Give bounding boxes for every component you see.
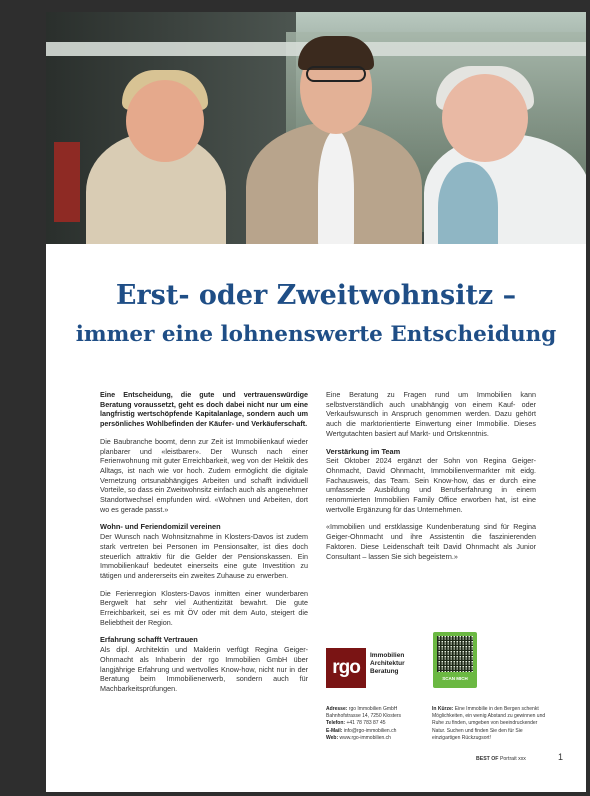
paragraph: Als dipl. Architektin und Maklerin verfügt Regina Geiger-Ohnmacht als Inhaberin der rgo Immobilien GmbH über langjährige Erfahrung und wertvolles Know-how, nicht nur in der Beratung beim Immobilienerwerb, sondern auch für Machbarkeitsprüfungen. [100,645,308,693]
footer-section: Portrait xxx [499,756,526,762]
article-left-column [100,390,308,702]
logo-line: Architektur [370,660,405,667]
rgo-logo: rgo [326,648,366,688]
address-street: Bahnhofstrasse 14, 7250 Klosters [326,713,402,720]
subheading: Verstärkung im Team [326,446,401,456]
quote-paragraph: «Immobilien und erstklassige Kundenberatung sind für Regina Geiger-Ohnmacht und ihre Assistentin die faszinierenden Faktoren. Diese Leidenschaft teilt David Ohnmacht als Junior Consultant – lassen Sie sich begeistern.» [326,522,536,561]
contact-block [326,706,446,742]
logo-line: Beratung [370,668,399,675]
person-right-face [442,74,528,162]
person-right-scarf [438,162,498,244]
email-link[interactable]: info@rgo-immobilien.ch [343,727,397,734]
person-center-shirt [318,130,354,244]
in-brief-box [432,706,550,742]
qr-code[interactable] [433,632,477,688]
email-label: E-Mail: [326,727,343,734]
address-value: rgo Immobilien GmbH [348,706,398,712]
paragraph: Seit Oktober 2024 ergänzt der Sohn von Regina Geiger-Ohnmacht, David Ohnmacht, Immobilienvermarkter mit eidg. Fachausweis, das Team. Sein Know-how, das er durch eine umfassende Ausbildung und Berufserfahrung in einem renommierten Immobilien Family Office erworben hat, ist eine wertvolle Ergänzung für das Unternehmen. [326,456,536,514]
qr-code-icon [437,636,473,672]
article-right-column [326,390,536,569]
lead-paragraph: Eine Entscheidung, die gute und vertrauenswürdige Beratung voraussetzt, geht es doch dabei nicht nur um eine langfristig wertschöpfende Kapitalanlage, sondern auch um persönliches Wohlbefinden der Käufer- und Verkäuferschaft. [100,390,308,429]
headline-line2: immer eine lohnenswerte Entscheidung [75,322,557,347]
photo-sign [54,142,80,222]
web-link[interactable]: www.rgo-immobilien.ch [339,734,391,741]
phone-label: Telefon: [326,720,346,727]
person-center-hair [298,36,374,70]
headline-line1: Erst- oder Zweitwohnsitz – [115,280,517,311]
page-number: 1 [558,752,564,762]
subheading: Wohn- und Feriendomizil vereinen [100,522,221,532]
magazine-page [46,12,586,792]
person-left-face [126,80,204,162]
address-label: Adresse: [326,706,348,712]
qr-label: SCAN MICH [442,676,468,681]
in-brief-text: Eine Immobilie in den Bergen schenkt Möglichkeiten, ein wenig Abstand zu gewinnen und Ruhe zu finden, umgeben von beeindruckender Natur. Suchen und finden Sie den für Sie einzigartigen Rückzugsort! [432,706,546,741]
person-center-glasses [306,66,366,82]
logo-line: Immobilien [370,652,405,659]
team-photo [46,12,586,244]
footer-brand: BEST OF [476,756,499,762]
paragraph: Die Ferienregion Klosters-Davos inmitten einer wunderbaren Bergwelt hat sehr viel Authentizität bewahrt. Die gute Erreichbarkeit, sei es mit ÖV oder mit dem Auto, steigert die Beliebtheit der Region. [100,588,308,627]
web-label: Web: [326,734,339,741]
page-footer [476,756,526,762]
logo-tagline [370,652,430,676]
phone-value[interactable]: +41 78 783 87 45 [346,720,386,727]
subheading: Erfahrung schafft Vertrauen [100,635,198,645]
in-brief-label: In Kürze: [432,706,454,712]
paragraph: Eine Beratung zu Fragen rund um Immobilien kann selbstverständlich auch unabhängig von einem Kauf- oder Verkaufswunsch in Anspruch genommen werden. Dazu gehört auch die marktorientierte Einwertung einer Immobilie. Dieses Wertgutachten basiert auf Markt- und Ortskenntnis. [326,390,536,438]
paragraph: Der Wunsch nach Wohnsitznahme in Klosters-Davos ist zudem stark vertreten bei Personen im Pensionsalter, ist dies doch steuerlich attraktiv für die Gelder der Pensionskassen. Ein Immobilienkauf bedeutet einerseits eine gute Investition zu tätigen und andererseits ein zweites Zuhause zu erwerben. [100,532,308,580]
paragraph: Die Baubranche boomt, denn zur Zeit ist Immobilienkauf wieder planbarer und «leistbarer». Der Wunsch nach einer Ferienwohnung mit guter Erreichbarkeit, weg von der Hektik des Alltags, ist nach wie vor hoch. Zudem ermöglicht die digitale Vernetzung ortsunabhängiges Arbeiten und schafft individuell Vorteile, so dass ein Zweitwohnsitz einfach auch als angenehmer Standortwechsel empfunden wird. «Wohnen und Arbeiten, dort wo es gerade passt.» [100,436,308,514]
